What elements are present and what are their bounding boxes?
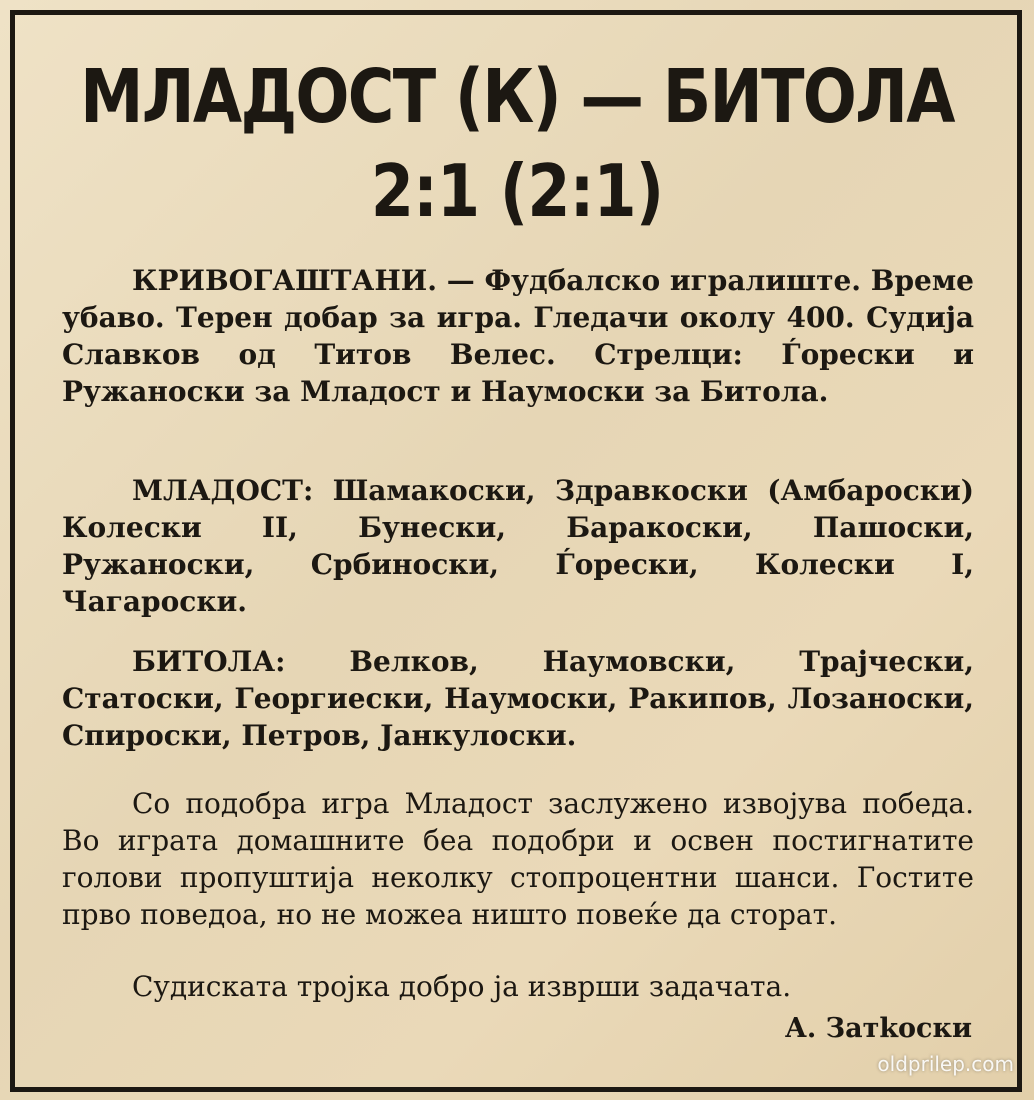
match-score: 2:1 (2:1): [370, 149, 664, 233]
bitola-team-label: БИТОЛА:: [132, 645, 286, 678]
mladost-team-label: МЛАДОСТ:: [132, 474, 314, 507]
referees-paragraph: Судиската тројка добро ја изврши задачата.: [132, 970, 792, 1003]
mladost-lineup-paragraph: [62, 472, 974, 620]
commentary-paragraph: Со подобра игра Младост заслужено извојува победа. Во играта домашните беа подобри и освен постигнатите голови пропуштија неколку стопроцентни шанси. Гостите прво поведоа, но не можеа ништо повеќе да сторат.: [62, 787, 974, 931]
bitola-lineup-paragraph: [62, 643, 974, 754]
mladost-players: Шамакоски, Здравкоски (Амбароски) Колески II, Бунески, Баракоски, Пашоски, Ружаноски, Србиноски, Ѓорески, Колески I, Чагароски.: [62, 474, 974, 618]
bitola-players: Велков, Наумовски, Трајчески, Статоски, Георгиески, Наумоски, Ракипов, Лозаноски, Спироски, Петров, Јанкулоски.: [62, 645, 974, 752]
headline: МЛАДОСТ (К) — БИТОЛА: [80, 54, 954, 140]
match-report-paragraph: [62, 262, 974, 410]
author-signature: А. Затkоски: [784, 1013, 972, 1044]
watermark: oldprilep.com: [877, 1052, 1014, 1076]
report-location: КРИВОГАШТАНИ.: [132, 264, 437, 297]
report-details: — Фудбалско игралиште. Време убаво. Терен добар за игра. Гледачи околу 400. Судија Славков од Титов Велес. Стрелци: Ѓорески и Ружаноски за Младост и Наумоски за Битола.: [62, 264, 974, 408]
